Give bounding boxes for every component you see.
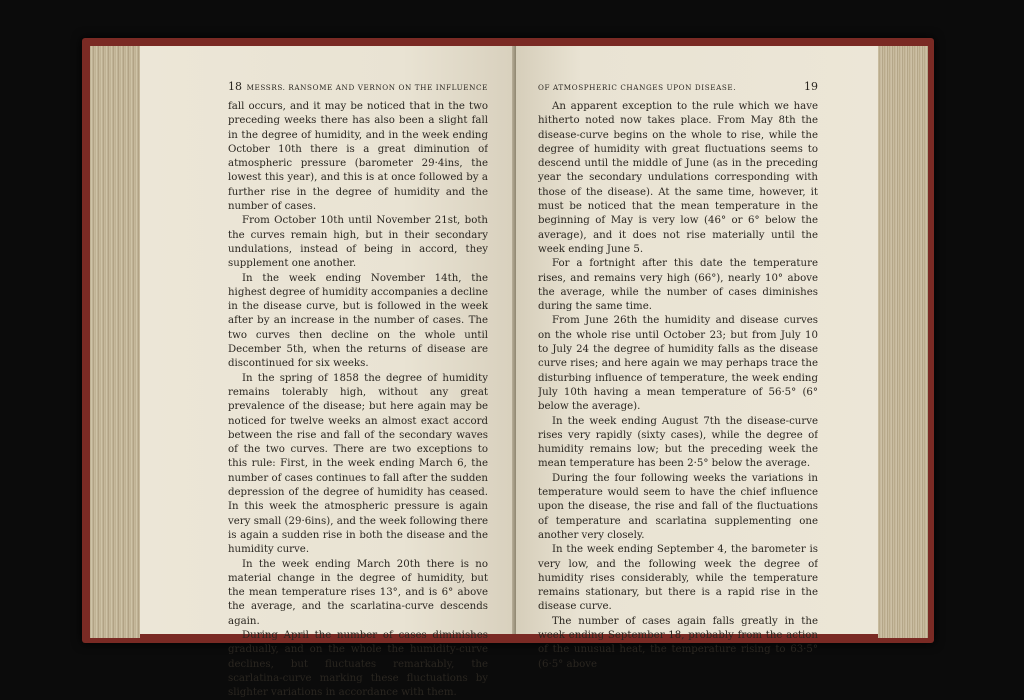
paragraph: An apparent exception to the rule which we have hitherto noted now takes place. From May 8th the disease-curve begins on the whole to rise, while the degree of humidity with great fluctuations seems to descend until the middle of June (as in the preceding year the secondary undulations corresponding with those of the disease). At the same time, however, it must be noticed that the mean temperature in the beginning of May is very low (46° or 6° below the average), and it does not rise materially until the week ending June 5.	[538, 101, 818, 255]
paragraph: From October 10th until November 21st, both the curves remain high, but in their secondary undulations, instead of being in accord, they supplement one another.	[228, 215, 488, 270]
paragraph: During the four following weeks the variations in temperature would seem to have the chief influence upon the disease, the rise and fall of the fluctuations of temperature and scarlatina supplementing one another very closely.	[538, 472, 818, 541]
paragraph: The number of cases again falls greatly in the week ending September 18, probably from the action of the unusual heat, the temperature rising to 63·5° (6·5° above	[538, 615, 818, 670]
paragraph: From June 26th the humidity and disease curves on the whole rise until October 23; but from July 10 to July 24 the degree of humidity falls as the disease curve rises; and here again we may perhaps trace the disturbing influence of temperature, the week ending July 10th having a mean temperature of 56·5° (6° below the average).	[538, 315, 818, 413]
left-page-header	[228, 80, 488, 94]
left-page-number: 18	[228, 80, 242, 93]
paragraph: In the spring of 1858 the degree of humidity remains tolerably high, without any great prevalence of the disease; but here again may be noticed for twelve weeks an almost exact accord between the rise and fall of the secondary waves of the two curves. There are two exceptions to this rule: First, in the week ending March 6, the number of cases continues to fall after the sudden depression of the degree of humidity has ceased. In this week the atmospheric pressure is again very small (29·6ins), and the week following there is again a sudden rise in both the disease and the humidity curve.	[228, 372, 488, 556]
left-running-head: MESSRS. RANSOME AND VERNON ON THE INFLUENCE	[246, 83, 488, 92]
paragraph: In the week ending November 14th, the highest degree of humidity accompanies a decline in the disease curve, but is followed in the week after by an increase in the number of cases. The two curves then decline on the whole until December 5th, when the returns of disease are discontinued for six weeks.	[228, 272, 488, 370]
paragraph: During April the number of cases diminishes gradually, and on the whole the humidity-curve declines, but fluctuates remarkably, the scarlatina-curve marking these fluctuations by slighter variations in accordance with them.	[228, 629, 488, 699]
right-page-edges	[878, 46, 928, 638]
right-running-head: OF ATMOSPHERIC CHANGES UPON DISEASE.	[538, 83, 737, 92]
paragraph: In the week ending March 20th there is no material change in the degree of humidity, but the mean temperature rises 13°, and is 6° above the average, and the scarlatina-curve descends again.	[228, 558, 488, 627]
left-page-edges	[90, 46, 140, 638]
left-page-text	[228, 100, 488, 700]
paragraph: fall occurs, and it may be noticed that in the two preceding weeks there has also been a slight fall in the degree of humidity, and in the week ending October 10th there is a great diminution of atmospheric pressure (barometer 29·4ins, the lowest this year), and this is at once followed by a further rise in the degree of humidity and the number of cases.	[228, 101, 488, 213]
paragraph: In the week ending August 7th the disease-curve rises very rapidly (sixty cases), while the degree of humidity remains low; but the preceding week the mean temperature has been 2·5° below the average.	[538, 415, 818, 470]
paragraph: In the week ending September 4, the barometer is very low, and the following week the degree of humidity rises considerably, while the temperature remains stationary, but there is a rapid rise in the disease curve.	[538, 544, 818, 613]
right-page-header	[538, 80, 818, 94]
right-page	[516, 46, 878, 670]
right-page-text	[538, 100, 818, 672]
left-page	[140, 46, 516, 699]
right-page-number: 19	[804, 80, 818, 93]
paragraph: For a fortnight after this date the temperature rises, and remains very high (66°), nearly 10° above the average, while the number of cases diminishes during the same time.	[538, 258, 818, 313]
